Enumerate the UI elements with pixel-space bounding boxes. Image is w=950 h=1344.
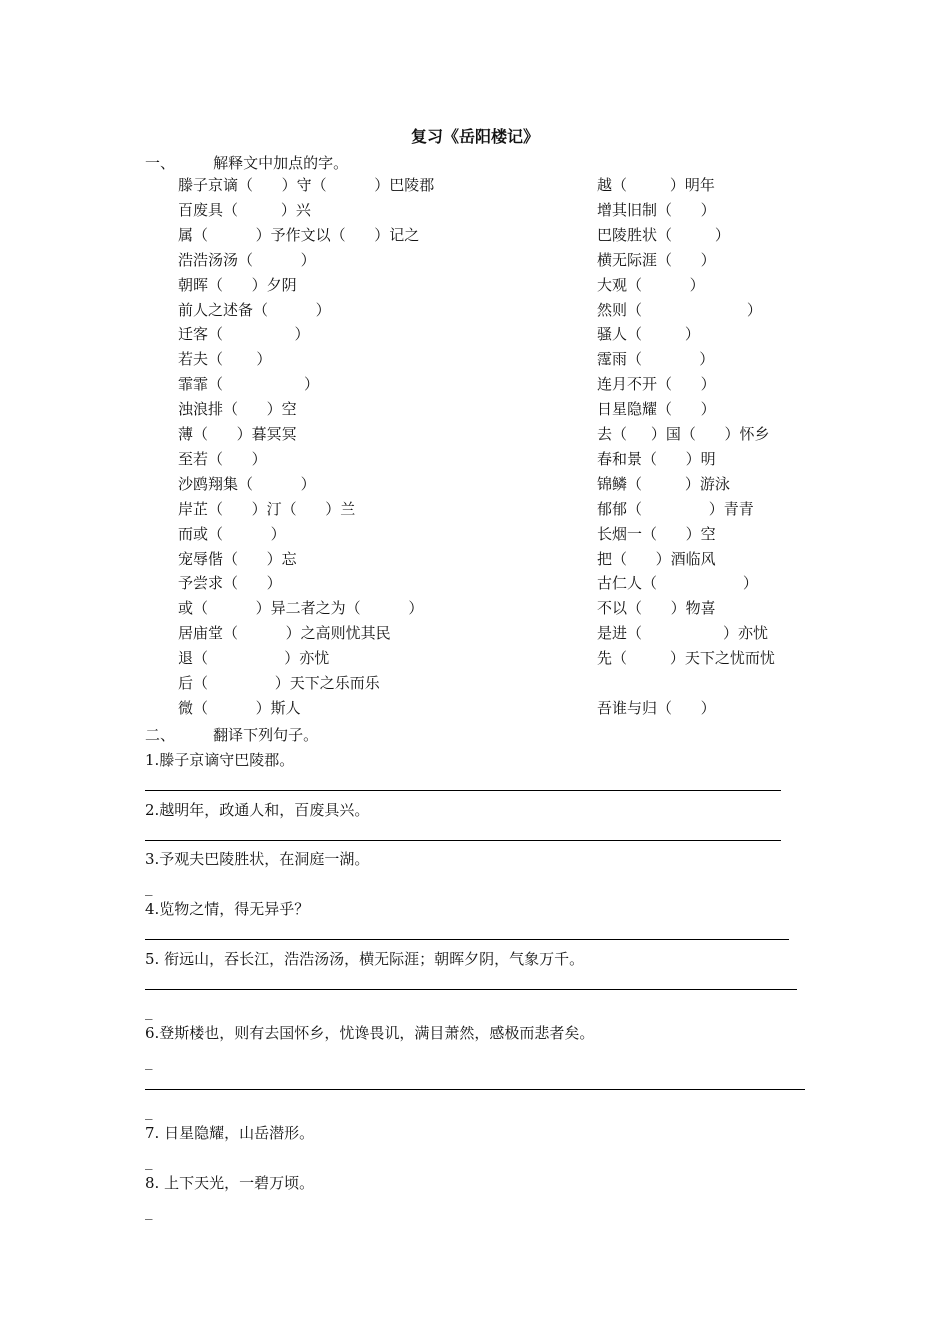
vocab-item: 连月不开（ ） (597, 375, 716, 393)
vocab-item: 百废具（ ）兴 (178, 201, 311, 219)
vocab-item: 朝晖（ ）夕阴 (178, 276, 297, 294)
vocab-item: 予尝求（ ） (178, 574, 282, 592)
section-1-heading: 一、 解释文中加点的字。 (145, 154, 349, 172)
translation-prompt: 2.越明年，政通人和，百废具兴。 (145, 801, 370, 819)
vocab-item: 锦鳞（ ）游泳 (597, 475, 730, 493)
vocab-item: 骚人（ ） (597, 325, 700, 343)
vocab-item: 浩浩汤汤（ ） (178, 251, 316, 269)
answer-dash[interactable]: _ (145, 1152, 153, 1170)
answer-dash[interactable]: _ (145, 1002, 153, 1020)
vocab-item: 宠辱偕（ ）忘 (178, 550, 297, 568)
vocab-item: 古仁人（ ） (597, 574, 758, 592)
vocab-item: 霏霏（ ） (178, 375, 320, 393)
vocab-item: 把（ ）酒临风 (597, 550, 716, 568)
translation-prompt: 8. 上下天光，一碧万顷。 (145, 1174, 315, 1192)
vocab-item: 巴陵胜状（ ） (597, 226, 730, 244)
translation-prompt: 1.滕子京谪守巴陵郡。 (145, 751, 295, 769)
vocab-item: 至若（ ） (178, 450, 267, 468)
section-2-heading: 二、 翻译下列句子。 (145, 726, 319, 744)
vocab-item: 属（ ）予作文以（ ）记之 (178, 226, 420, 244)
vocab-item: 是进（ ）亦忧 (597, 624, 769, 642)
answer-line[interactable] (145, 1089, 805, 1090)
vocab-item: 居庙堂（ ）之高则忧其民 (178, 624, 391, 642)
answer-dash[interactable]: _ (145, 1102, 153, 1120)
vocab-item: 郁郁（ ）青青 (597, 500, 754, 518)
vocab-item: 后（ ）天下之乐而乐 (178, 674, 380, 692)
translation-prompt: 3.予观夫巴陵胜状，在洞庭一湖。 (145, 850, 370, 868)
vocab-item: 迁客（ ） (178, 325, 310, 343)
vocab-item: 吾谁与归（ ） (597, 699, 716, 717)
translation-prompt: 7. 日星隐耀，山岳潜形。 (145, 1124, 315, 1142)
vocab-item: 长烟一（ ）空 (597, 525, 716, 543)
page-title: 复习《岳阳楼记》 (410, 127, 539, 146)
vocab-item: 而或（ ） (178, 525, 286, 543)
vocab-item: 前人之述备（ ） (178, 301, 331, 319)
answer-dash[interactable]: _ (145, 1052, 153, 1070)
vocab-item: 岸芷（ ）汀（ ）兰 (178, 500, 356, 518)
vocab-item: 沙鸥翔集（ ） (178, 475, 316, 493)
vocab-item: 浊浪排（ ）空 (178, 400, 297, 418)
vocab-item: 日星隐耀（ ） (597, 400, 716, 418)
vocab-item: 横无际涯（ ） (597, 251, 716, 269)
answer-dash[interactable]: _ (145, 878, 153, 896)
vocab-item: 霪雨（ ） (597, 350, 715, 368)
vocab-item: 大观（ ） (597, 276, 705, 294)
vocab-item: 微（ ）斯人 (178, 699, 301, 717)
vocab-item: 退（ ）亦忧 (178, 649, 330, 667)
translation-prompt: 4.览物之情，得无异乎？ (145, 900, 310, 918)
vocab-item: 春和景（ ）明 (597, 450, 716, 468)
vocab-item: 或（ ）异二者之为（ ） (178, 599, 424, 617)
answer-line[interactable] (145, 840, 781, 841)
vocab-item: 若夫（ ） (178, 350, 272, 368)
vocab-item: 然则（ ） (597, 301, 762, 319)
vocab-item: 薄（ ）暮冥冥 (178, 425, 297, 443)
vocab-item: 先（ ）天下之忧而忧 (597, 649, 775, 667)
vocab-item: 滕子京谪（ ）守（ ）巴陵郡 (178, 176, 435, 194)
translation-prompt: 5. 衔远山，吞长江，浩浩汤汤，横无际涯；朝晖夕阴，气象万千。 (145, 950, 585, 968)
answer-line[interactable] (145, 939, 789, 940)
vocab-item: 越（ ）明年 (597, 176, 715, 194)
translation-prompt: 6.登斯楼也，则有去国怀乡，忧谗畏讥，满目萧然，感极而悲者矣。 (145, 1024, 595, 1042)
answer-dash[interactable]: _ (145, 1202, 153, 1220)
vocab-item: 不以（ ）物喜 (597, 599, 716, 617)
vocab-item: 去（ ）国（ ）怀乡 (597, 425, 770, 443)
vocab-item: 增其旧制（ ） (597, 201, 716, 219)
answer-line[interactable] (145, 790, 781, 791)
answer-line[interactable] (145, 989, 797, 990)
